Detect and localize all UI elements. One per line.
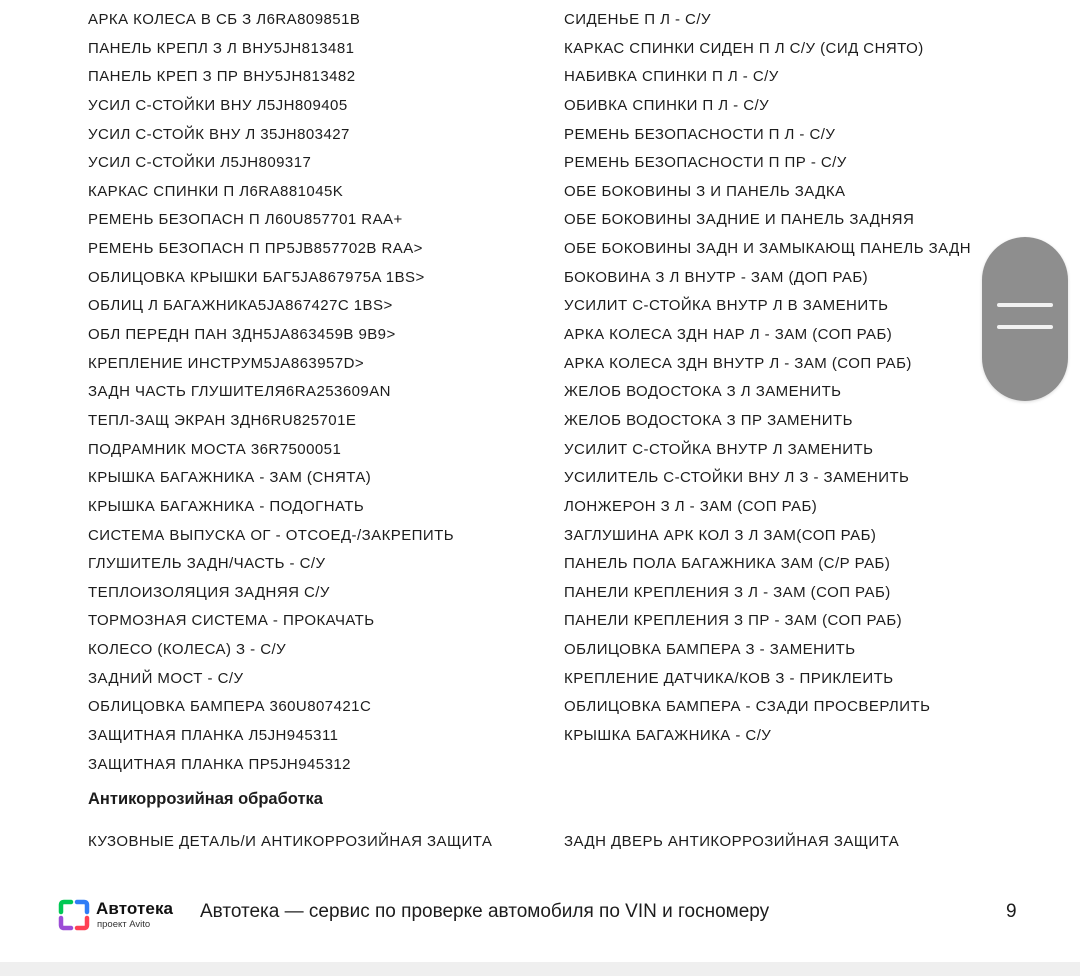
- list-item: РЕМЕНЬ БЕЗОПАСНОСТИ П Л - С/У: [564, 125, 836, 143]
- list-item: УСИЛ С-СТОЙКИ ВНУ Л5JH809405: [88, 96, 348, 114]
- list-item: ЖЕЛОБ ВОДОСТОКА З Л ЗАМЕНИТЬ: [564, 383, 842, 401]
- parts-list-right: [564, 6, 984, 751]
- list-item: КРЫШКА БАГАЖНИКА - С/У: [564, 727, 772, 745]
- list-item: ОБЛИЦОВКА БАМПЕРА З - ЗАМЕНИТЬ: [564, 641, 856, 659]
- footer-text: Автотека — сервис по проверке автомобиля по VIN и госномеру: [200, 901, 770, 922]
- list-item: РЕМЕНЬ БЕЗОПАСН П Л60U857701 RAA+: [88, 211, 403, 229]
- list-item: ЗАГЛУШИНА АРК КОЛ З Л ЗАМ(СОП РАБ): [564, 526, 877, 544]
- handle-line: [997, 325, 1053, 329]
- list-item: ЗАЩИТНАЯ ПЛАНКА Л5JH945311: [88, 727, 339, 745]
- list-item: ЗАДН ЧАСТЬ ГЛУШИТЕЛЯ6RA253609AN: [88, 383, 391, 401]
- logo-name: Автотека: [96, 899, 174, 918]
- list-item: СИСТЕМА ВЫПУСКА ОГ - ОТСОЕД-/ЗАКРЕПИТЬ: [88, 526, 455, 544]
- anticorrosion-item-left: КУЗОВНЫЕ ДЕТАЛЬ/И АНТИКОРРОЗИЙНАЯ ЗАЩИТА: [88, 833, 493, 850]
- list-item: СИДЕНЬЕ П Л - С/У: [564, 11, 711, 28]
- handle-line: [997, 303, 1053, 307]
- list-item: ОБЛ ПЕРЕДН ПАН ЗДН5JA863459B 9B9>: [88, 326, 396, 344]
- list-item: КОЛЕСО (КОЛЕСА) З - С/У: [88, 641, 287, 659]
- list-item: УСИЛИТ С-СТОЙКА ВНУТР Л В ЗАМЕНИТЬ: [564, 297, 889, 315]
- list-item: УСИЛИТЕЛЬ С-СТОЙКИ ВНУ Л З - ЗАМЕНИТЬ: [564, 469, 910, 487]
- parts-list-left: [88, 6, 548, 779]
- list-item: КРЫШКА БАГАЖНИКА - ЗАМ (СНЯТА): [88, 469, 372, 487]
- list-item: ОБЛИЦОВКА КРЫШКИ БАГ5JA867975A 1BS>: [88, 268, 425, 286]
- list-item: УСИЛ С-СТОЙКИ Л5JH809317: [88, 154, 312, 172]
- list-item: КРЕПЛЕНИЕ ДАТЧИКА/КОВ З - ПРИКЛЕИТЬ: [564, 669, 894, 687]
- list-item: БОКОВИНА З Л ВНУТР - ЗАМ (ДОП РАБ): [564, 268, 869, 286]
- list-item: РЕМЕНЬ БЕЗОПАСНОСТИ П ПР - С/У: [564, 154, 847, 172]
- list-item: ОБЕ БОКОВИНЫ З И ПАНЕЛЬ ЗАДКА: [564, 182, 846, 200]
- list-item: ЖЕЛОБ ВОДОСТОКА З ПР ЗАМЕНИТЬ: [564, 411, 853, 429]
- list-item: КАРКАС СПИНКИ П Л6RA881045K: [88, 182, 344, 200]
- list-item: АРКА КОЛЕСА ЗДН ВНУТР Л - ЗАМ (СОП РАБ): [564, 354, 912, 372]
- list-item: АРКА КОЛЕСА В СБ З Л6RA809851B: [88, 11, 361, 28]
- list-item: ОБЛИЦОВКА БАМПЕРА 360U807421C: [88, 698, 372, 716]
- list-item: ОБЛИЦ Л БАГАЖНИКА5JA867427C 1BS>: [88, 297, 393, 315]
- bottom-strip: [0, 962, 1080, 976]
- page-number: 9: [1006, 901, 1017, 922]
- list-item: ПАНЕЛЬ КРЕП З ПР ВНУ5JH813482: [88, 68, 356, 86]
- list-item: КРЕПЛЕНИЕ ИНСТРУМ5JA863957D>: [88, 354, 365, 372]
- list-item: ЗАЩИТНАЯ ПЛАНКА ПР5JH945312: [88, 755, 351, 773]
- drag-handle-icon[interactable]: [982, 237, 1068, 401]
- list-item: НАБИВКА СПИНКИ П Л - С/У: [564, 68, 779, 86]
- list-item: ТЕПЛ-ЗАЩ ЭКРАН ЗДН6RU825701E: [88, 411, 357, 429]
- list-item: ОБЛИЦОВКА БАМПЕРА - СЗАДИ ПРОСВЕРЛИТЬ: [564, 698, 931, 716]
- list-item: ПАНЕЛЬ ПОЛА БАГАЖНИКА ЗАМ (С/Р РАБ): [564, 555, 891, 573]
- list-item: ГЛУШИТЕЛЬ ЗАДН/ЧАСТЬ - С/У: [88, 555, 326, 573]
- list-item: ЛОНЖЕРОН З Л - ЗАМ (СОП РАБ): [564, 497, 818, 515]
- list-item: ПАНЕЛИ КРЕПЛЕНИЯ З Л - ЗАМ (СОП РАБ): [564, 583, 891, 601]
- list-item: КРЫШКА БАГАЖНИКА - ПОДОГНАТЬ: [88, 497, 365, 515]
- list-item: ПАНЕЛИ КРЕПЛЕНИЯ З ПР - ЗАМ (СОП РАБ): [564, 612, 903, 630]
- anticorrosion-item-right: ЗАДН ДВЕРЬ АНТИКОРРОЗИЙНАЯ ЗАЩИТА: [564, 833, 900, 850]
- list-item: УСИЛ С-СТОЙК ВНУ Л 35JH803427: [88, 125, 350, 143]
- section-title-anticorrosion: Антикоррозийная обработка: [88, 790, 323, 808]
- list-item: РЕМЕНЬ БЕЗОПАСН П ПР5JB857702B RAA>: [88, 240, 423, 258]
- list-item: ТЕПЛОИЗОЛЯЦИЯ ЗАДНЯЯ С/У: [88, 583, 330, 601]
- list-item: УСИЛИТ С-СТОЙКА ВНУТР Л ЗАМЕНИТЬ: [564, 440, 874, 458]
- list-item: ОБЕ БОКОВИНЫ ЗАДНИЕ И ПАНЕЛЬ ЗАДНЯЯ: [564, 211, 915, 229]
- list-item: ЗАДНИЙ МОСТ - С/У: [88, 669, 244, 687]
- list-item: ПАНЕЛЬ КРЕПЛ З Л ВНУ5JH813481: [88, 39, 355, 57]
- list-item: ТОРМОЗНАЯ СИСТЕМА - ПРОКАЧАТЬ: [88, 612, 375, 630]
- list-item: ОБИВКА СПИНКИ П Л - С/У: [564, 96, 770, 114]
- list-item: ПОДРАМНИК МОСТА 36R7500051: [88, 440, 342, 458]
- logo-subtitle: проект Avito: [97, 919, 151, 930]
- list-item: АРКА КОЛЕСА ЗДН НАР Л - ЗАМ (СОП РАБ): [564, 326, 893, 344]
- list-item: ОБЕ БОКОВИНЫ ЗАДН И ЗАМЫКАЮЩ ПАНЕЛЬ ЗАДН: [564, 240, 971, 258]
- autoteka-logo-icon: [58, 899, 90, 931]
- list-item: КАРКАС СПИНКИ СИДЕН П Л С/У (СИД СНЯТО): [564, 39, 924, 57]
- autoteka-logo: [58, 897, 180, 933]
